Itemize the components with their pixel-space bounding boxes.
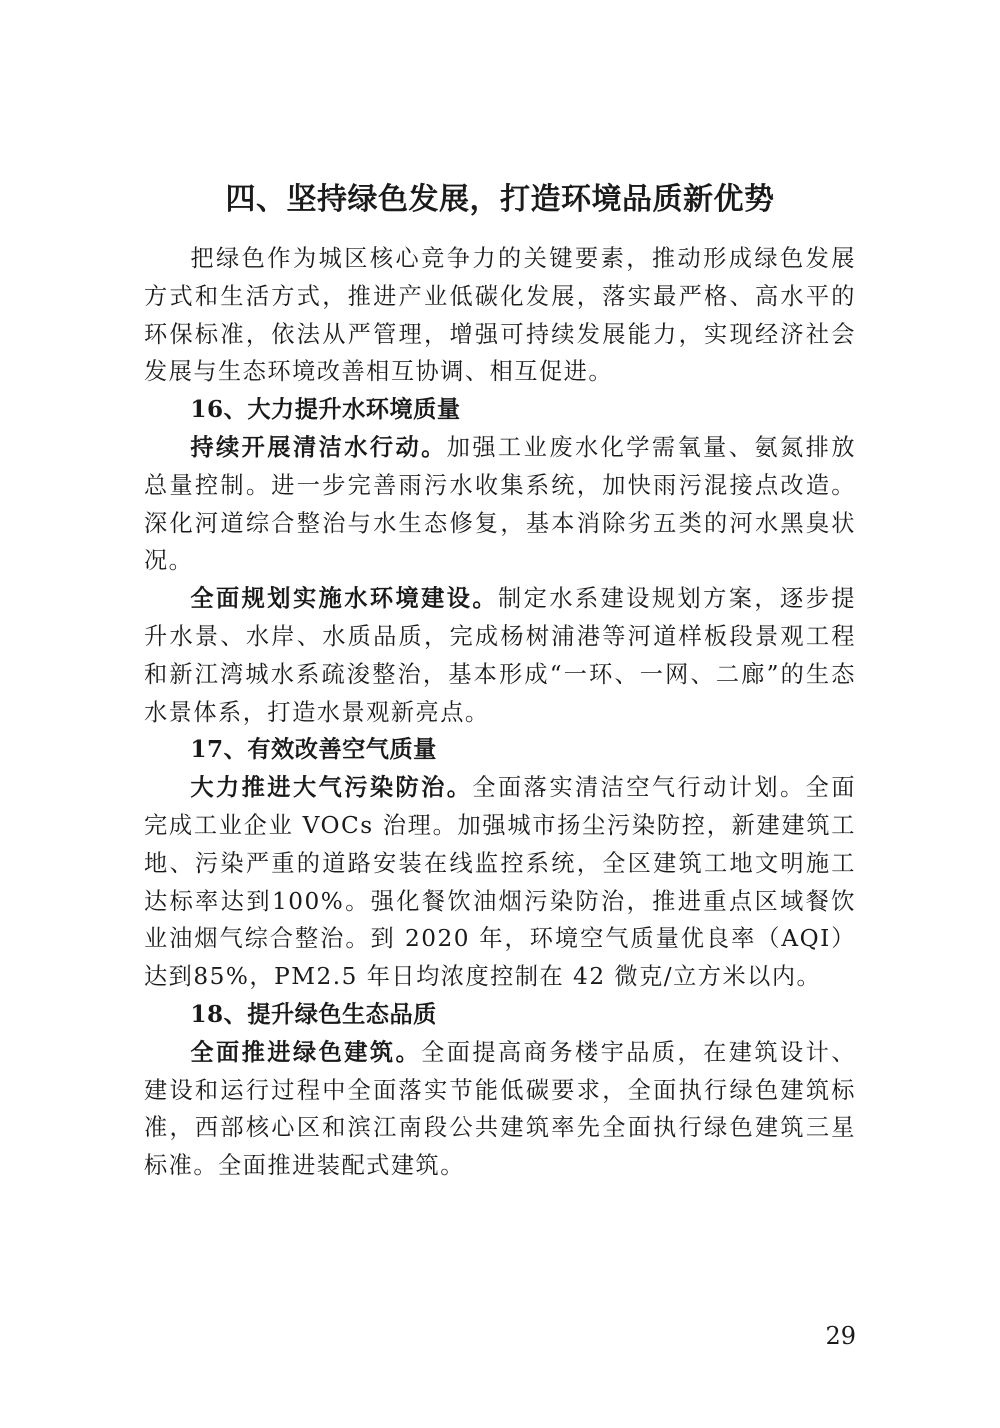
- item-heading-18: 18、提升绿色生态品质: [190, 1000, 437, 1028]
- paragraph-text: 加强工业废水化学需氧量、氨氮排放总量控制。进一步完善雨污水收集系统，加快雨污混接点改造。深化河道综合整治与水生态修复，基本消除劣五类的河水黑臭状况。: [144, 433, 857, 575]
- paragraph-water-environment-planning: [144, 580, 856, 731]
- paragraph-text: 全面提高商务楼宇品质，在建筑设计、建设和运行过程中全面落实节能低碳要求，全面执行绿色建筑标准，西部核心区和滨江南段公共建筑率先全面执行绿色建筑三星标准。全面推进装配式建筑。: [144, 1038, 857, 1180]
- paragraph-air-pollution-control: [144, 769, 856, 996]
- paragraph-clean-water-action: [144, 429, 856, 580]
- item-heading-16: 16、大力提升水环境质量: [190, 396, 461, 424]
- document-body: [144, 240, 856, 1185]
- paragraph-green-building: [144, 1034, 856, 1185]
- paragraph-lead: 全面规划实施水环境建设。: [190, 585, 499, 613]
- paragraph-lead: 全面推进绿色建筑。: [190, 1038, 422, 1066]
- paragraph-text: 全面落实清洁空气行动计划。全面完成工业企业 VOCs 治理。加强城市扬尘污染防控，新建建筑工地、污染严重的道路安装在线监控系统，全区建筑工地文明施工达标率达到100%。强化餐饮油烟污染防治，推进重点区域餐饮业油烟气综合整治。到 2020 年，环境空气质量优良率（AQI）达到85%，PM2.5 年日均浓度控制在 42 微克/立方米以内。: [144, 774, 857, 991]
- section-title: 四、坚持绿色发展，打造环境品质新优势: [225, 182, 775, 217]
- intro-paragraph: 把绿色作为城区核心竞争力的关键要素，推动形成绿色发展方式和生活方式，推进产业低碳化发展，落实最严格、高水平的环保标准，依法从严管理，增强可持续发展能力，实现经济社会发展与生态环境改善相互协调、相互促进。: [144, 245, 856, 386]
- paragraph-lead: 持续开展清洁水行动。: [190, 433, 447, 461]
- item-heading-17: 17、有效改善空气质量: [190, 736, 437, 764]
- page-number: 29: [825, 1322, 856, 1350]
- paragraph-lead: 大力推进大气污染防治。: [190, 774, 473, 802]
- paragraph-text: 制定水系建设规划方案，逐步提升水景、水岸、水质品质，完成杨树浦港等河道样板段景观工程和新江湾城水系疏浚整治，基本形成“一环、一网、二廊”的生态水景体系，打造水景观新亮点。: [144, 585, 857, 726]
